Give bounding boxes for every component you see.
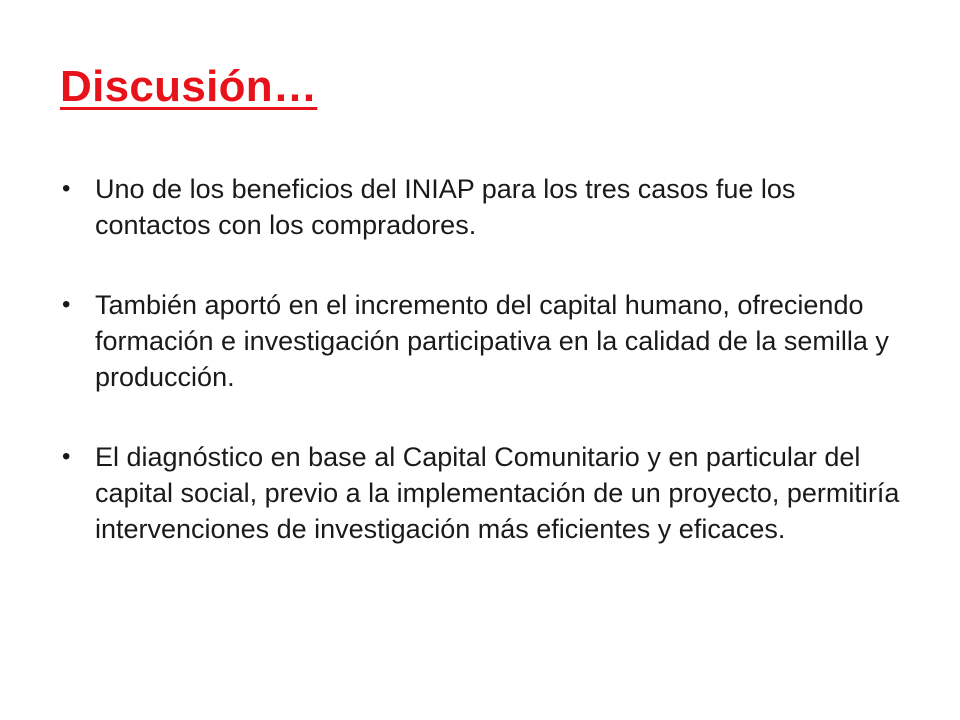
- bullet-item: [60, 439, 910, 547]
- slide-title: Discusión…: [60, 62, 318, 111]
- bullet-item: [60, 287, 910, 395]
- bullet-item: [60, 171, 910, 243]
- bullet-icon: •: [62, 175, 71, 202]
- bullet-text: El diagnóstico en base al Capital Comunitario y en particular del capital social, previo a la implementación de un proyecto, permitiría intervenciones de investigación más eficientes y eficaces.: [95, 442, 900, 544]
- bullet-icon: •: [62, 291, 71, 318]
- bullet-text: También aportó en el incremento del capital humano, ofreciendo formación e investigación participativa en la calidad de la semilla y producción.: [95, 290, 889, 392]
- bullet-list: [60, 171, 910, 591]
- bullet-text: Uno de los beneficios del INIAP para los tres casos fue los contactos con los compradores.: [95, 174, 796, 240]
- bullet-icon: •: [62, 443, 71, 470]
